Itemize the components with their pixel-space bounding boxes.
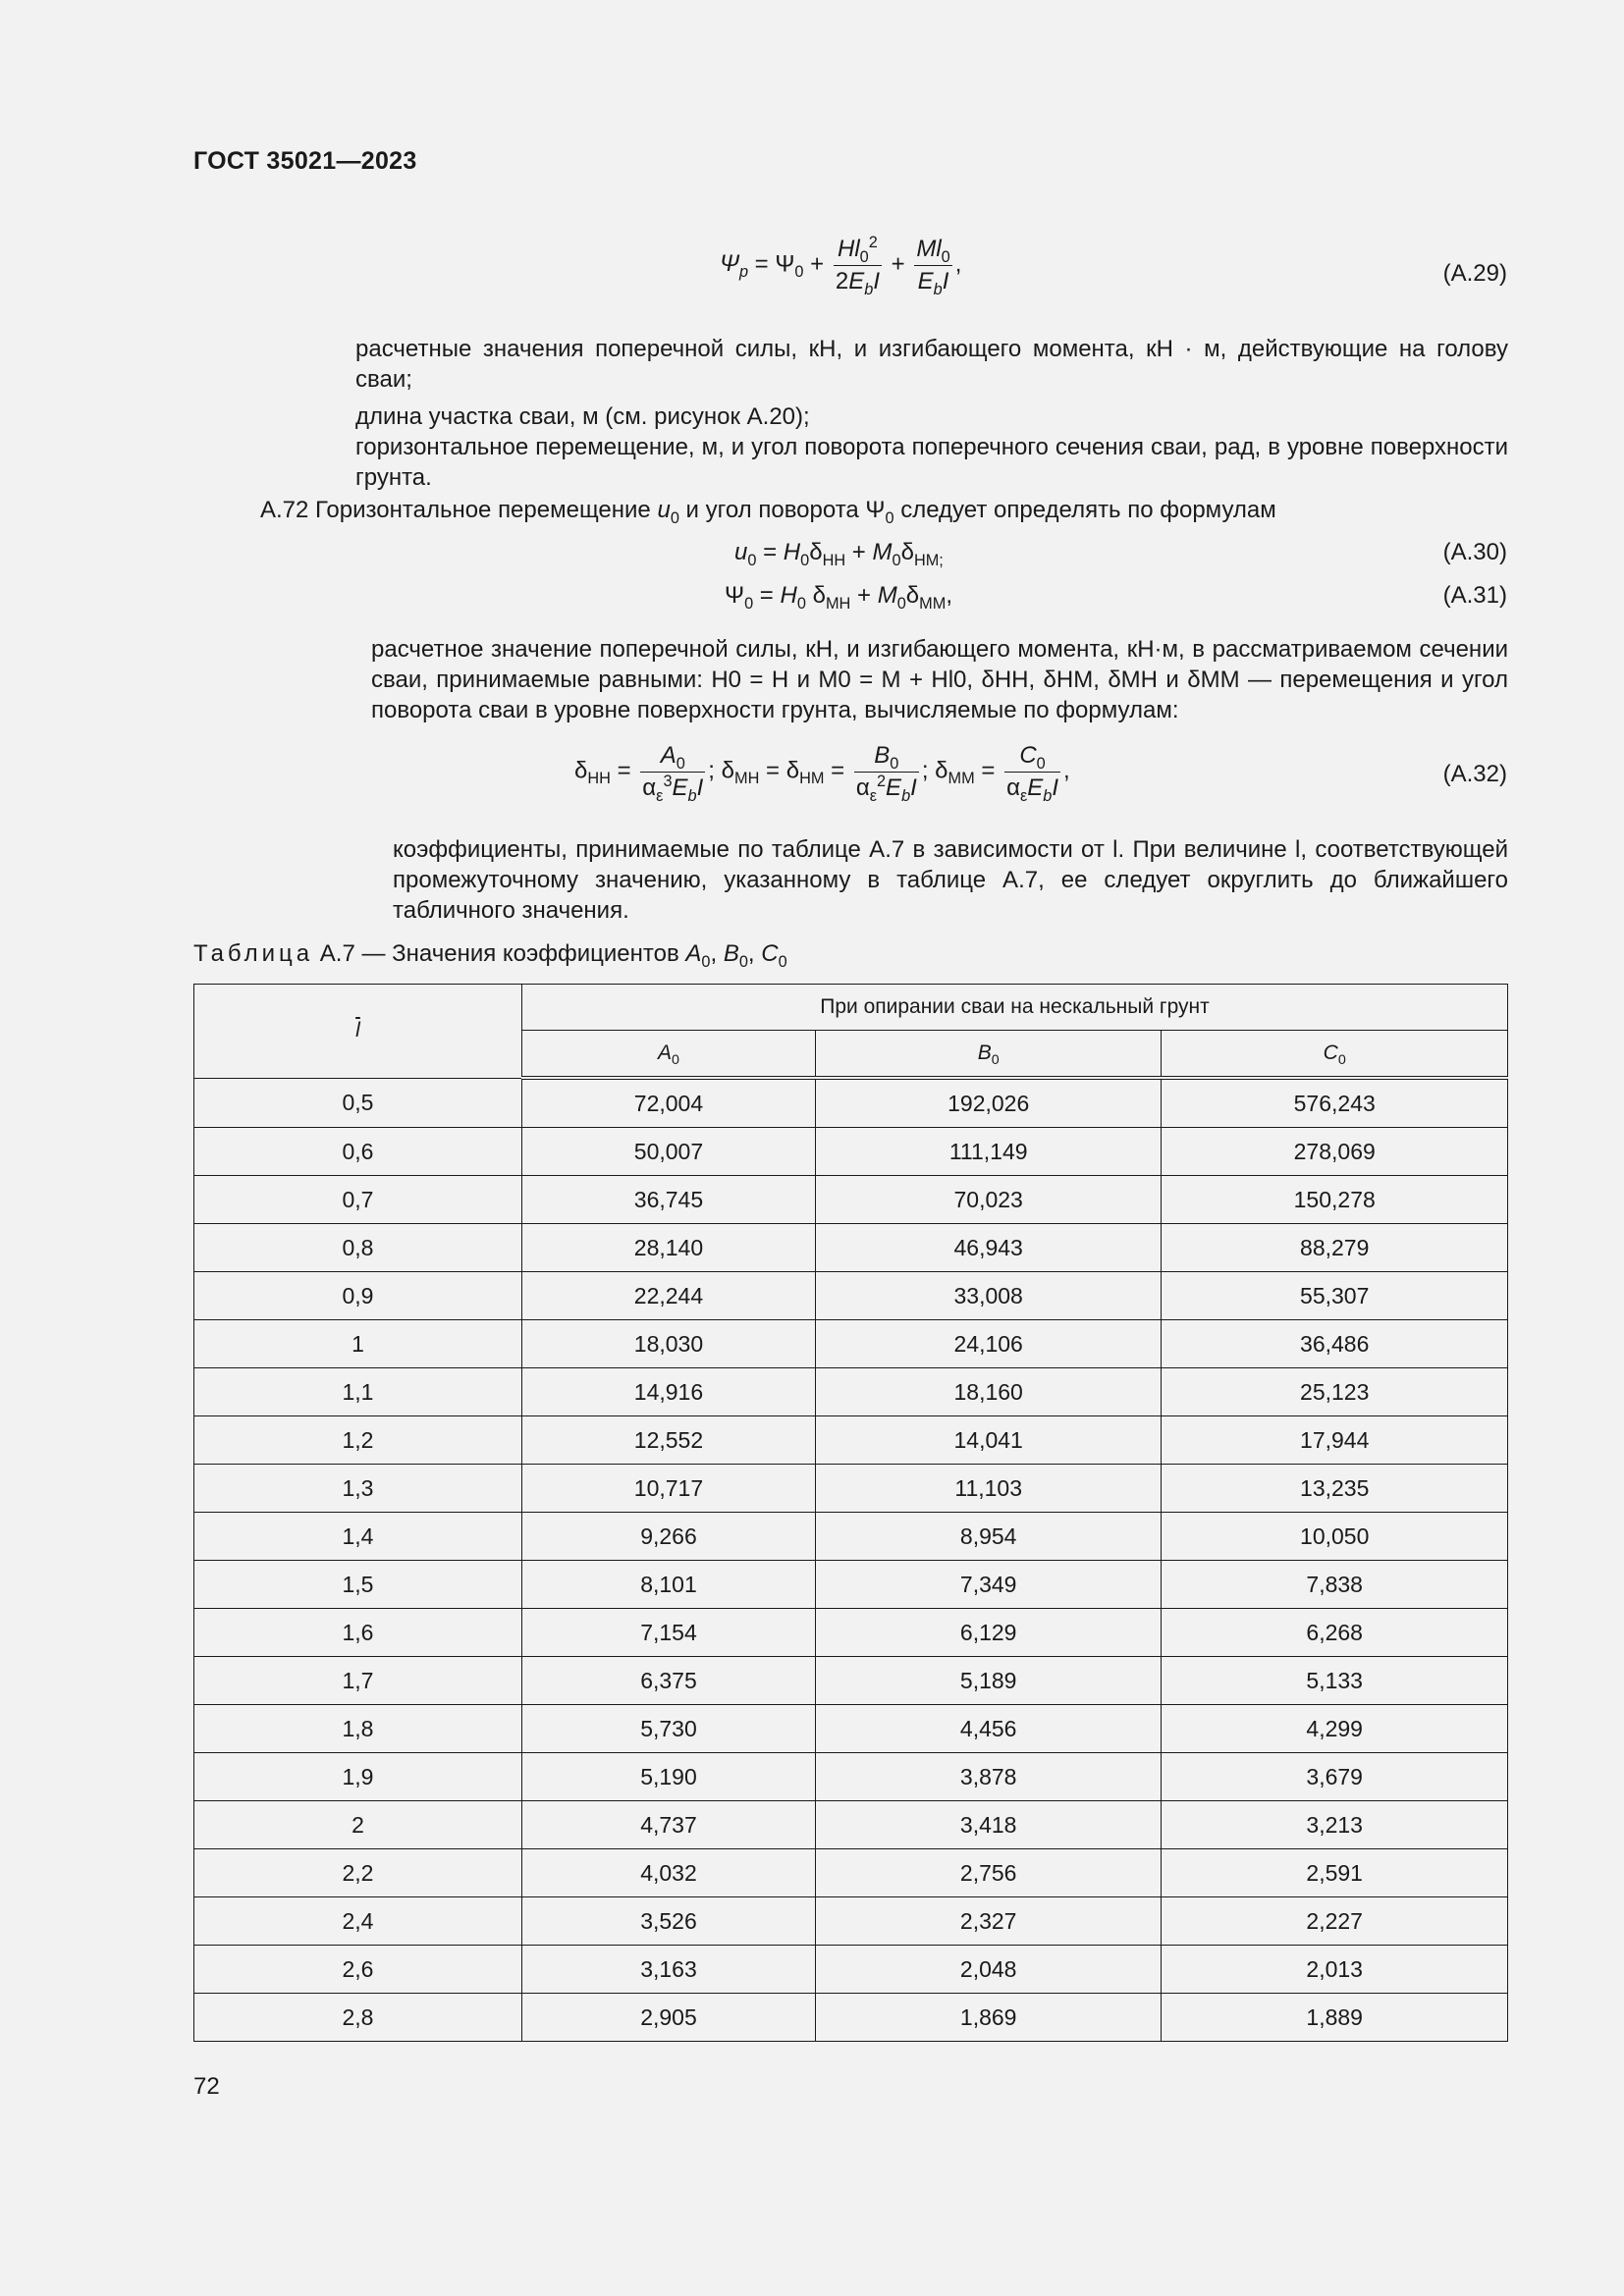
table-row [194,1465,1508,1513]
table-cell: 55,307 [1162,1272,1508,1320]
table-cell: 2,8 [194,1994,522,2042]
table-cell: 22,244 [522,1272,816,1320]
table-cell: 1,3 [194,1465,522,1513]
table-cell: 10,717 [522,1465,816,1513]
table-cell: 0,6 [194,1128,522,1176]
table-cell: 70,023 [815,1176,1161,1224]
table-cell: 0,5 [194,1078,522,1128]
table-cell: 18,030 [522,1320,816,1368]
table-cell: 88,279 [1162,1224,1508,1272]
table-cell: 12,552 [522,1416,816,1465]
table-row [194,1994,1508,2042]
table-cell: 2 [194,1801,522,1849]
table-caption [193,940,787,971]
table-cell: 3,878 [815,1753,1161,1801]
table-row [194,1224,1508,1272]
table-cell: 8,954 [815,1513,1161,1561]
table-cell: 0,8 [194,1224,522,1272]
table-cell: 278,069 [1162,1128,1508,1176]
paragraph-a72: А.72 Горизонтальное перемещение $u_0$ и угол поворота $\Psi_0$ следует определять по формулам [260,497,1276,527]
table-cell: 6,375 [522,1657,816,1705]
table-cell: 0,7 [194,1176,522,1224]
table-cell: 1,889 [1162,1994,1508,2042]
table-cell: 4,299 [1162,1705,1508,1753]
column-header-b0: $B_0$ [815,1031,1161,1079]
table-cell: 28,140 [522,1224,816,1272]
table-cell: 6,268 [1162,1609,1508,1657]
table-cell: 4,456 [815,1705,1161,1753]
table-cell: 2,4 [194,1897,522,1946]
table-row [194,1753,1508,1801]
table-row [194,1609,1508,1657]
table-cell: 13,235 [1162,1465,1508,1513]
formula-a30: $u_0 = H_0\delta_{HH} + M_0\delta_{HM;}$ [734,539,944,569]
table-cell: 2,327 [815,1897,1161,1946]
formula-a32: $\delta_{HH}$ = $\frac{A_0}{\alpha_\varepsilon^3E_bI}$ ; $\delta_{MH} = \delta_{HM}$ = $\frac{B_0}{\alpha_\varepsilon^2E_bI}$ ; $\delta_{MM}$ = $\frac{C_0}{\alpha_\varepsilon E_bI}$ , [574,742,1070,805]
group-header: При опирании сваи на нескальный грунт [522,985,1508,1031]
table-cell: 4,032 [522,1849,816,1897]
table-row [194,1946,1508,1994]
table-row [194,1320,1508,1368]
table-cell: 0,9 [194,1272,522,1320]
table-cell: 14,916 [522,1368,816,1416]
table-cell: 9,266 [522,1513,816,1561]
table-row [194,1078,1508,1128]
table-cell: 7,838 [1162,1561,1508,1609]
table-cell: 2,905 [522,1994,816,2042]
where-description: длина участка сваи, м (см. рисунок А.20); [355,403,810,430]
table-cell: 1,5 [194,1561,522,1609]
where-description: горизонтальное перемещение, м, и угол поворота поперечного сечения сваи, рад, в уровне поверхности грунта. [355,434,1508,491]
table-cell: 6,129 [815,1609,1161,1657]
table-cell: 1 [194,1320,522,1368]
document-header: ГОСТ 35021—2023 [193,147,417,175]
table-cell: 3,163 [522,1946,816,1994]
formula-number-a30: (А.30) [1442,539,1507,565]
table-cell: 11,103 [815,1465,1161,1513]
table-cell: 1,4 [194,1513,522,1561]
table-cell: 7,349 [815,1561,1161,1609]
formula-number-a29: (А.29) [1442,260,1507,287]
table-cell: 7,154 [522,1609,816,1657]
table-cell: 72,004 [522,1078,816,1128]
table-cell: 150,278 [1162,1176,1508,1224]
coefficients-table [193,984,1508,2042]
formula-a31: $\Psi_0 = H_0$ $\delta_{MH} + M_0\delta_{MM}$, [725,582,952,613]
table-cell: 10,050 [1162,1513,1508,1561]
table-cell: 2,2 [194,1849,522,1897]
column-header-l: $\overline{l}$ [194,985,522,1079]
where-description: коэффициенты, принимаемые по таблице А.7 в зависимости от l. При величине l, соответствующей промежуточному значению, указанному в таблице А.7, ее следует округлить до ближайшего табличного значения. [393,836,1508,924]
column-header-c0: $C_0$ [1162,1031,1508,1079]
table-cell: 2,048 [815,1946,1161,1994]
table-cell: 4,737 [522,1801,816,1849]
table-cell: 1,1 [194,1368,522,1416]
where-description: расчетные значения поперечной силы, кН, и изгибающего момента, кН · м, действующие на голову сваи; [355,336,1508,393]
table-row [194,1513,1508,1561]
table-cell: 24,106 [815,1320,1161,1368]
table-cell: 1,869 [815,1994,1161,2042]
where-description: расчетное значение поперечной силы, кН, и изгибающего момента, кН·м, в рассматриваемом сечении сваи, принимаемые равными: H0 = H и M0 = M + Hl0, δHH, δHM, δMH и δMM — перемещения и угол поворота сваи в уровне поверхности грунта, вычисляемые по формулам: [371,636,1508,723]
table-cell: 1,9 [194,1753,522,1801]
column-header-a0: $A_0$ [522,1031,816,1079]
table-cell: 25,123 [1162,1368,1508,1416]
table-cell: 2,013 [1162,1946,1508,1994]
table-row [194,1705,1508,1753]
table-cell: 2,6 [194,1946,522,1994]
page-number: 72 [193,2073,220,2100]
table-cell: 14,041 [815,1416,1161,1465]
table-cell: 17,944 [1162,1416,1508,1465]
table-cell: 2,756 [815,1849,1161,1897]
table-row [194,1272,1508,1320]
table-cell: 3,213 [1162,1801,1508,1849]
table-cell: 111,149 [815,1128,1161,1176]
table-cell: 8,101 [522,1561,816,1609]
table-cell: 576,243 [1162,1078,1508,1128]
table-row [194,1897,1508,1946]
table-cell: 2,591 [1162,1849,1508,1897]
table-cell: 1,8 [194,1705,522,1753]
table-caption-prefix: Таблица [193,940,314,967]
table-cell: 36,745 [522,1176,816,1224]
table-cell: 5,133 [1162,1657,1508,1705]
table-row [194,1561,1508,1609]
table-cell: 18,160 [815,1368,1161,1416]
table-row [194,1849,1508,1897]
table-cell: 3,679 [1162,1753,1508,1801]
formula-a29: $\Psi_p = \Psi_0$ + $\frac{Hl_0^2}{2E_bI}$ + $\frac{Ml_0}{E_bI}$ , [720,234,962,298]
table-cell: 33,008 [815,1272,1161,1320]
formula-number-a32: (А.32) [1442,761,1507,787]
table-row [194,1176,1508,1224]
table-cell: 5,189 [815,1657,1161,1705]
table-cell: 50,007 [522,1128,816,1176]
table-cell: 5,190 [522,1753,816,1801]
table-cell: 1,7 [194,1657,522,1705]
table-body [194,1078,1508,2042]
table-cell: 3,526 [522,1897,816,1946]
table-cell: 2,227 [1162,1897,1508,1946]
table-cell: 1,2 [194,1416,522,1465]
table-row [194,1657,1508,1705]
table-cell: 36,486 [1162,1320,1508,1368]
table-cell: 3,418 [815,1801,1161,1849]
table-caption-text: А.7 — Значения коэффициентов $A_0$, $B_0$, $C_0$ [319,940,787,971]
formula-number-a31: (А.31) [1442,582,1507,609]
table-cell: 1,6 [194,1609,522,1657]
table-row [194,1801,1508,1849]
table-row [194,1368,1508,1416]
table-cell: 5,730 [522,1705,816,1753]
table-cell: 192,026 [815,1078,1161,1128]
table-row [194,1416,1508,1465]
table-cell: 46,943 [815,1224,1161,1272]
table-row [194,1128,1508,1176]
